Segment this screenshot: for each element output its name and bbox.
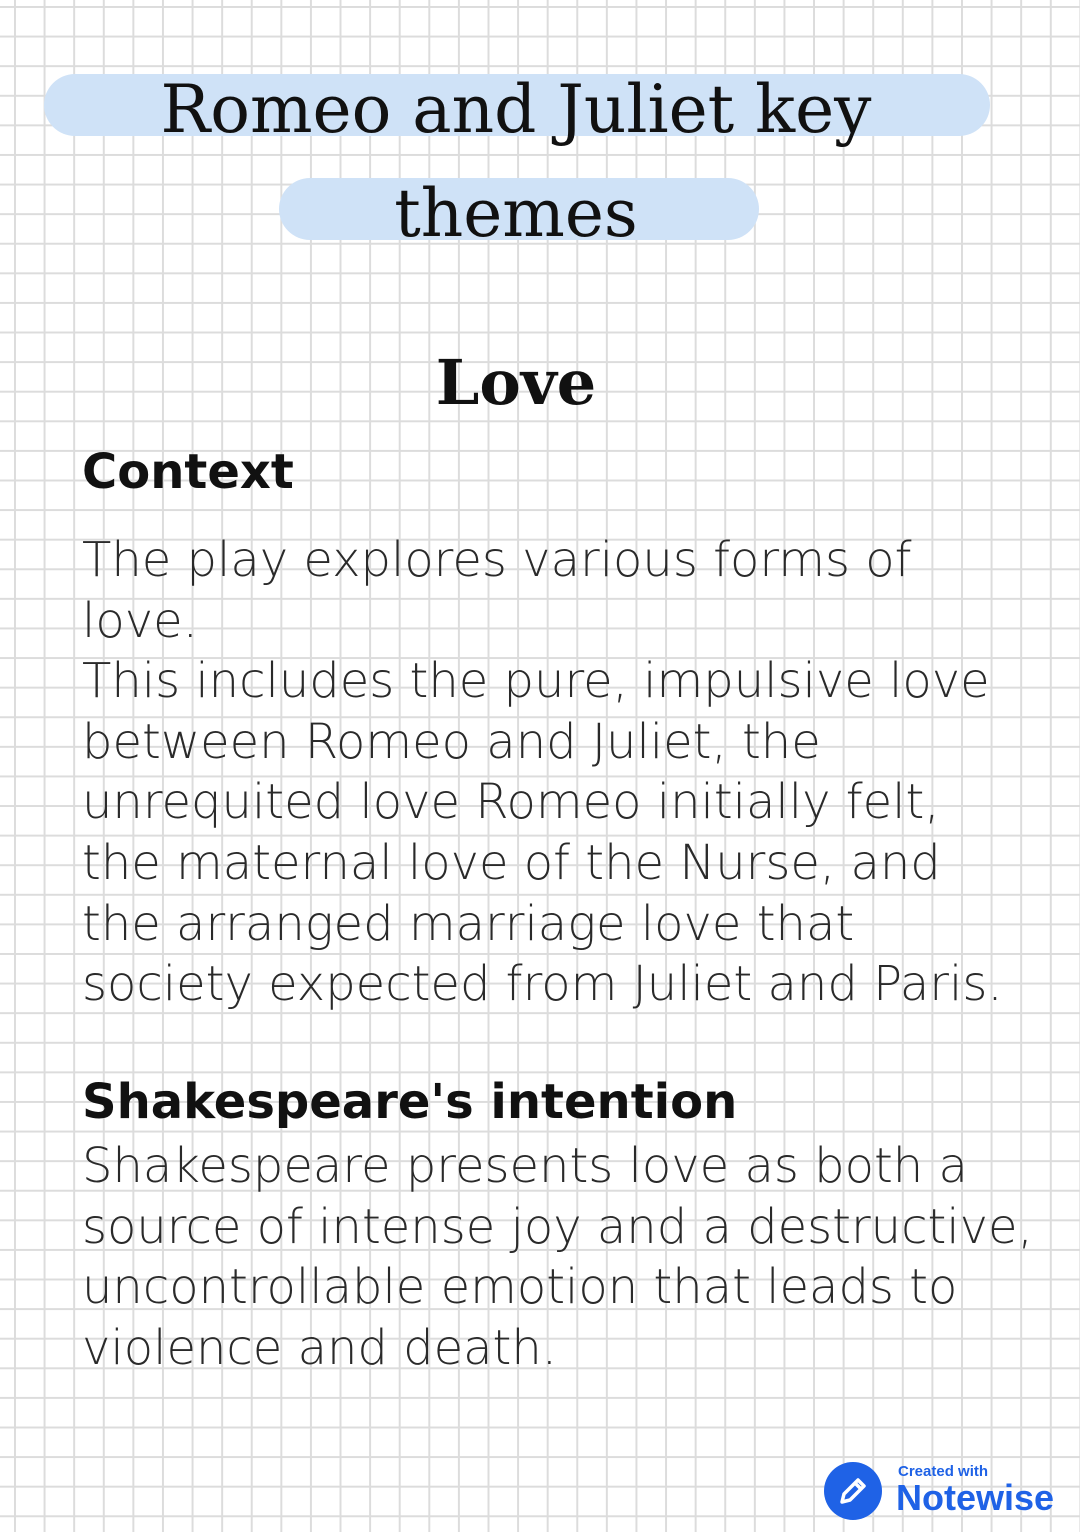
section-heading-love: Love — [435, 346, 597, 419]
context-heading: Context — [82, 444, 294, 500]
context-line: the maternal love of the Nurse, and — [82, 834, 941, 891]
intention-line: uncontrollable emotion that leads to — [82, 1259, 958, 1316]
pencil-icon — [824, 1462, 882, 1520]
intention-line: Shakespeare presents love as both a — [82, 1138, 968, 1194]
context-line: love. — [82, 592, 198, 649]
intention-heading: Shakespeare's intention — [82, 1074, 738, 1130]
badge-brand: Notewise — [896, 1477, 1055, 1518]
title-line-1 — [0, 58, 1032, 162]
context-line: unrequited love Romeo initially felt, — [82, 774, 940, 831]
badge-created-with: Created with — [898, 1463, 989, 1480]
intention-paragraph — [82, 1136, 1062, 1378]
context-line: society expected from Juliet and Paris. — [82, 956, 1003, 1013]
context-line: This includes the pure, impulsive love — [82, 653, 990, 710]
notewise-badge[interactable] — [824, 1460, 1072, 1522]
context-paragraph — [82, 530, 1062, 1015]
context-line: between Romeo and Juliet, the — [82, 713, 821, 770]
title-line-2 — [0, 162, 1032, 266]
context-line: The play explores various forms of — [82, 532, 912, 588]
title-text-2: themes — [394, 175, 638, 252]
title-text-1: Romeo and Juliet key — [160, 71, 872, 148]
context-line: the arranged marriage love that — [82, 895, 855, 952]
intention-line: source of intense joy and a destructive, — [82, 1198, 1033, 1255]
page-title — [0, 58, 1032, 266]
intention-line: violence and death. — [82, 1319, 558, 1376]
